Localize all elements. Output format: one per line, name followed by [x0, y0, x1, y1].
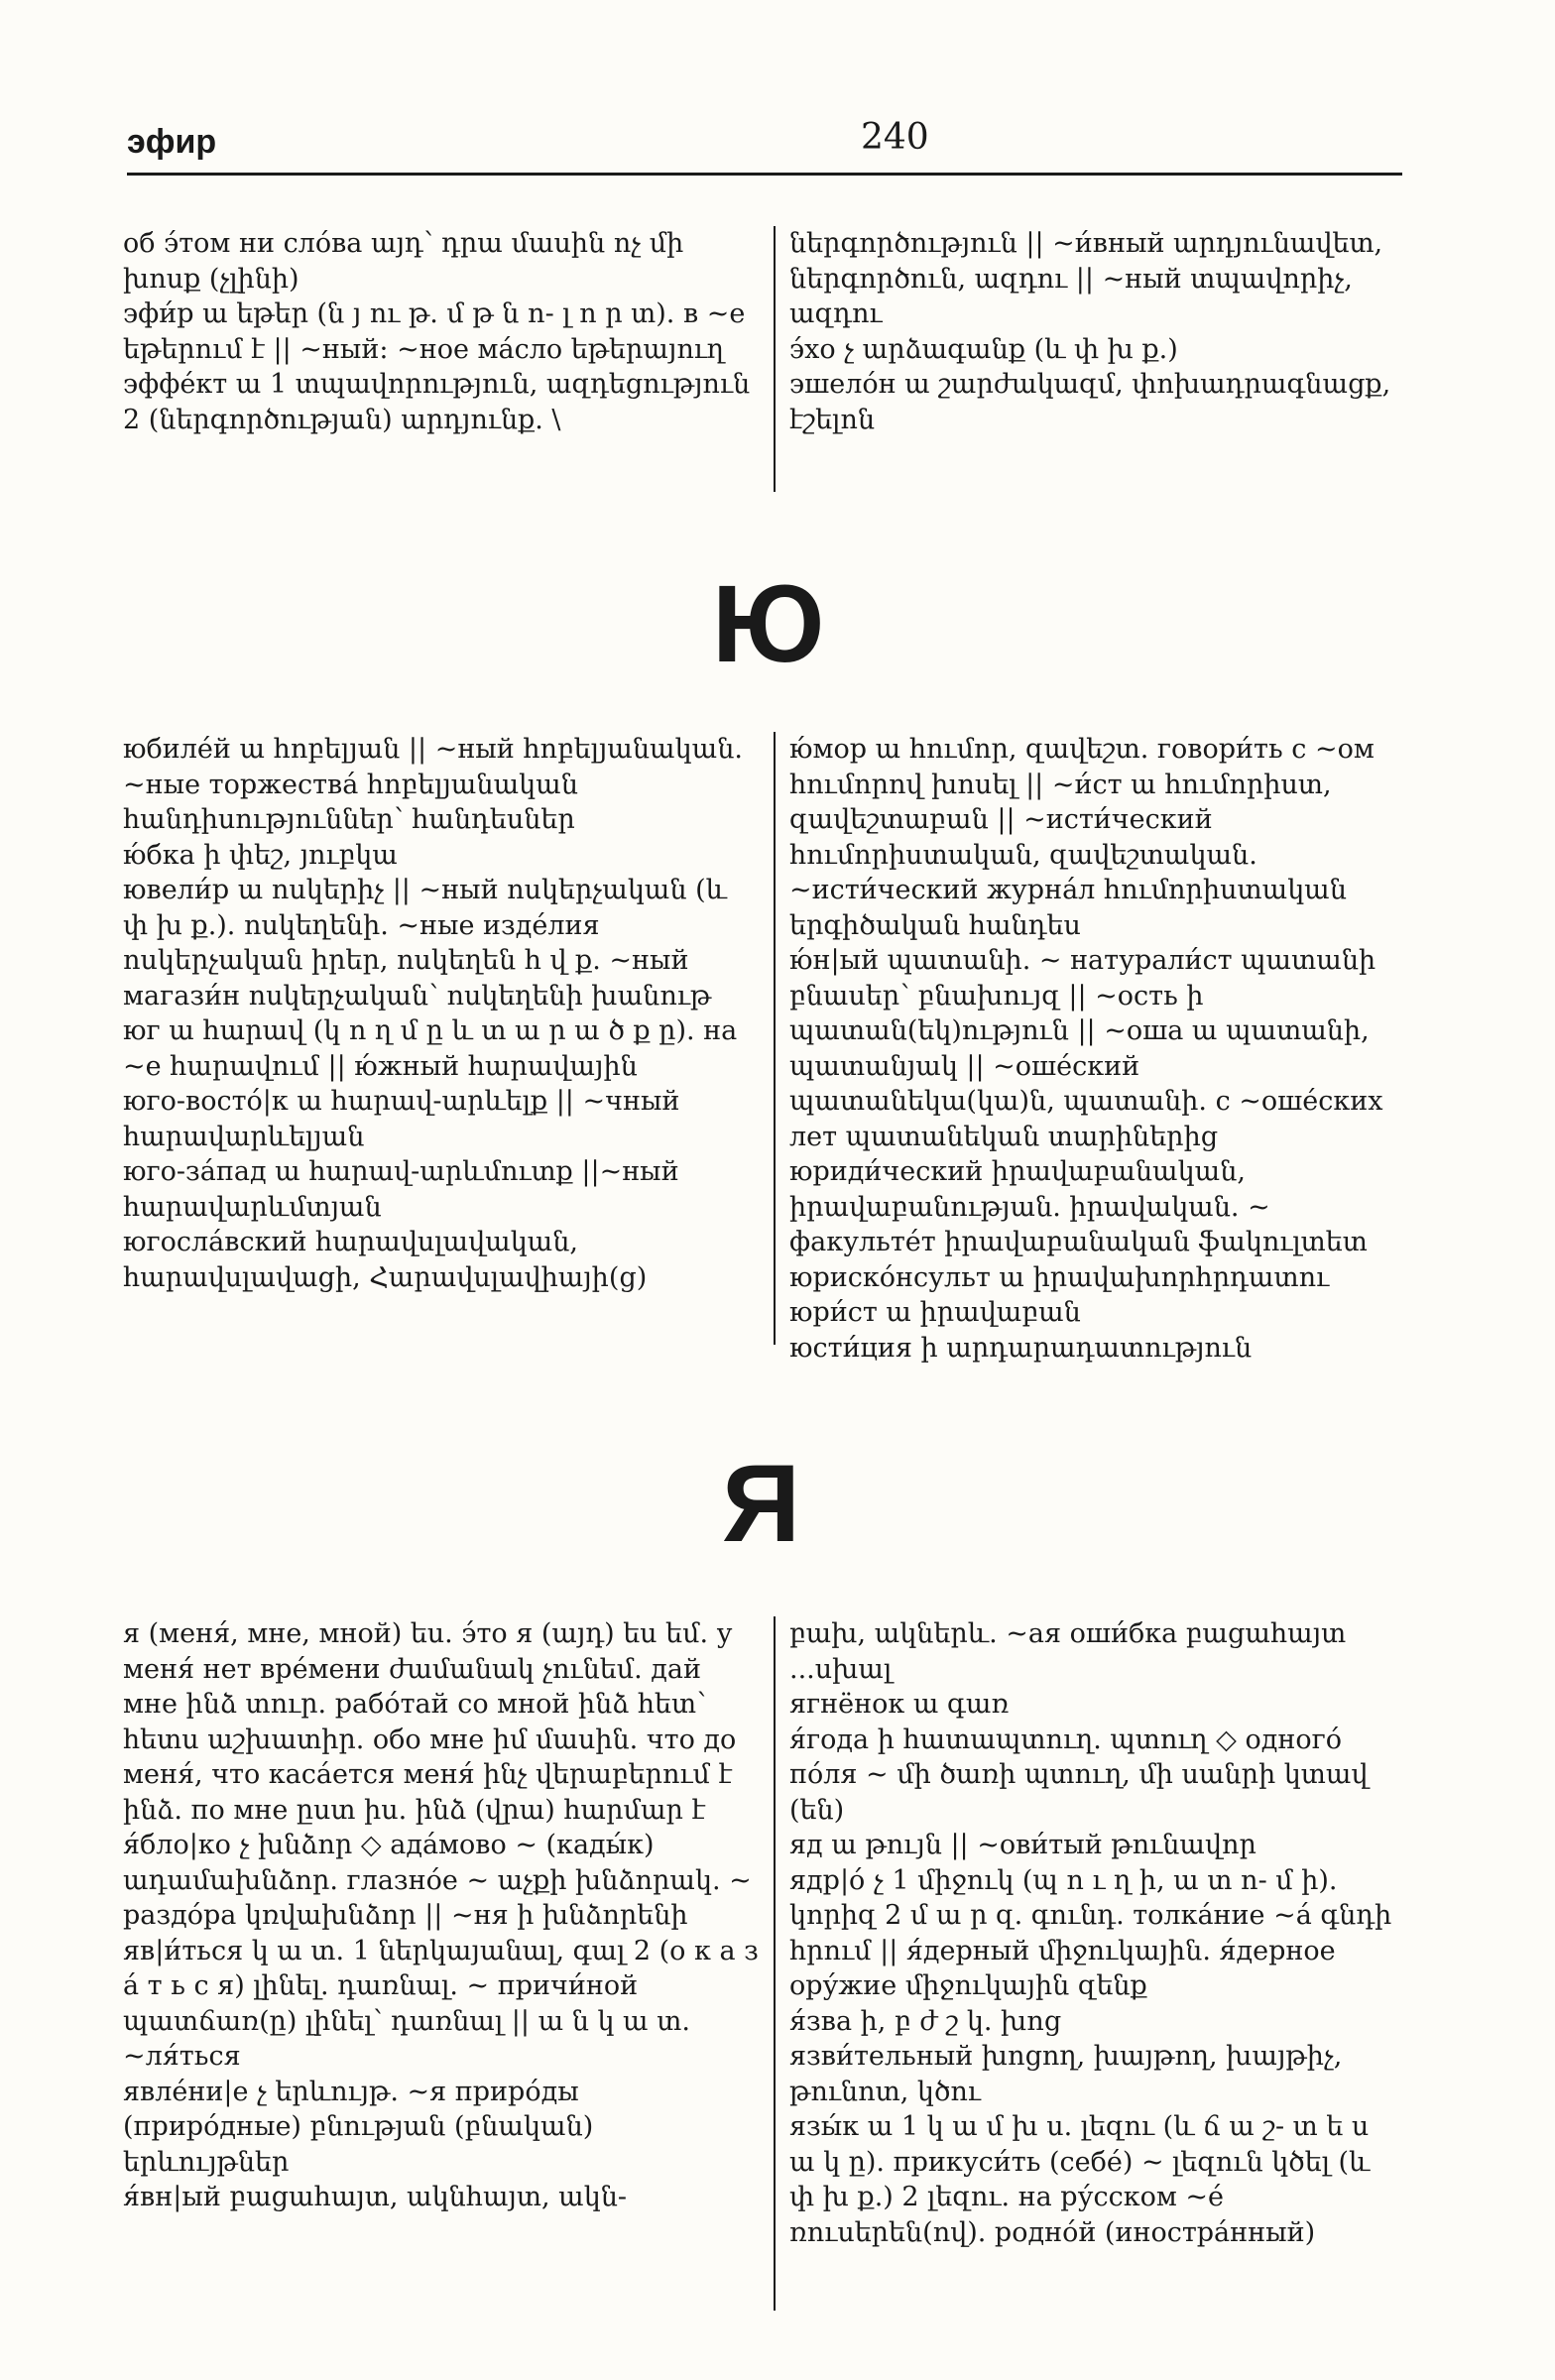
entry: эшело́н ա շարժակազմ, փոխադրագնացք, էշելոն	[789, 369, 1391, 435]
entry: явле́ни|е չ երևույթ. ~я приро́ды (приро́дные) բնության (բնական) երևույթներ	[123, 2076, 594, 2178]
entry: юриди́ческий իրավաբանական, իրավաբանության. իրավական. ~ факульте́т իրավաբանական ֆակուլտետ	[789, 1156, 1368, 1257]
entry: югосла́вский հարավսլավական, հարավսլավացի, Հարավսլավիայի(ց)	[123, 1227, 648, 1293]
entry: об э́том ни сло́ва այդ՝ դրա մասին ոչ մի խոսք (չլինի)	[123, 228, 684, 295]
entry: ю́бка ի փեշ, յուբկա	[123, 839, 398, 871]
middle-right-column	[789, 732, 1402, 1366]
entry: ю́н|ый պատանի. ~ натурали́ст պատանի բնասեր՝ բնախույզ || ~ость ի պատան(եկ)ություն || ~оша ա պատանի, պատանյակ || ~оше́ский պատանեկա(կա)ն, պատանի. с ~оше́ских лет պատանեկան տարիներից	[789, 945, 1383, 1152]
entry: юг ա հարավ (կ ո ղ մ ը և տ ա ր ա ծ ք ը). на ~е հարավում || ю́жный հարավային	[123, 1015, 738, 1082]
bottom-left-column	[123, 1616, 760, 2215]
bottom-right-column	[789, 1616, 1402, 2250]
column-divider	[774, 732, 776, 1345]
entry: эффе́кт ա 1 տպավորություն, ազդեցություն 2 (ներգործության) արդյունք. \	[123, 369, 751, 435]
entry: я́вн|ый բացահայտ, ակնհայտ, ակն-	[123, 2182, 628, 2212]
entry: язы́к ա 1 կ ա մ խ ս. լեզու (և ճ ա շ- տ ե ս ա կ ը). прикуси́ть (себе́) ~ լեզուն կծել (և փ խ ք.) 2 լեզու. на ру́сском ~е́ ռուսերեն(ով). родно́й (иностра́нный)	[789, 2111, 1371, 2248]
entry: э́хо չ արձագանք (և փ խ ք.)	[789, 333, 1178, 365]
entry: эфи́р ա եթեր (ն յ ու թ. մ թ ն ո- լ ո ր տ). в ~е եթերում է || ~ный: ~ное ма́сло եթերայուղ	[123, 298, 746, 365]
entry: բախ, ակներև. ~ая оши́бка բացահայտ ...սխալ	[789, 1618, 1347, 1685]
entry: я́года ի հատապտուղ. պտուղ ◇ одного́ по́ля ~ մի ծառի պտուղ, մի սանրի կտավ (են)	[789, 1724, 1369, 1826]
entry: юриско́нсульт ա իրավախորհրդատու	[789, 1261, 1330, 1293]
page-number: 240	[861, 117, 929, 158]
entry: я́зва ի, բ ժ շ կ. խոց	[789, 2005, 1062, 2037]
entry: юсти́ция ի արդարադատություն	[789, 1332, 1253, 1364]
column-divider	[774, 1616, 776, 2311]
entry: язви́тельный խոցող, խայթող, խայթիչ, թունոտ, կծու	[789, 2041, 1343, 2107]
entry: яд ա թույն || ~ови́тый թունավոր	[789, 1830, 1256, 1860]
top-right-column	[789, 226, 1402, 437]
entry: ներգործություն || ~и́вный արդյունավետ, ներգործուն, ազդու || ~ный տպավորիչ, ազդու	[789, 228, 1383, 329]
entry: юго-за́пад ա հարավ-արևմուտք ||~ный հարավարևմտյան	[123, 1156, 679, 1223]
entry: яв|и́ться կ ա տ. 1 ներկայանալ, գալ 2 (о к а з а́ т ь с я) լինել. դառնալ. ~ причи́ной պատճառ(ը) լինել՝ դառնալ || ա ն կ ա տ. ~ля́ться	[123, 1935, 759, 2072]
entry: я (меня́, мне, мной) ես. э́то я (այդ) ես եմ. у меня́ нет вре́мени ժամանակ չունեմ. дай мне ինձ տուր. рабо́тай со мной ինձ հետ՝ հետս աշխատիր. обо мне իմ մասին. что до меня́, что каса́ется меня́ ինչ վերաբերում է ինձ. по мне ըստ իս. ինձ (վրա) հարմար է	[123, 1618, 737, 1826]
page-header	[127, 117, 1402, 176]
entry: я́бло|ко չ խնձոր ◇ ада́мово ~ (кады́к) ադամախնձոր. глазно́е ~ աչքի խնձորակ. ~ раздо́ра կռվախնձոր || ~ня ի խնձորենի	[123, 1830, 752, 1931]
entry: юго-восто́|к ա հարավ-արևելք || ~чный հարավարևելյան	[123, 1086, 680, 1152]
entry: ядр|о́ չ 1 միջուկ (պ ո ւ ղ ի, ա տ ո- մ ի). կորիզ 2 մ ա ր զ. գունդ. толка́ние ~а́ գնդի հրում || я́дерный միջուկային. я́дерное ору́жие միջուկային զենք	[789, 1864, 1392, 2001]
guide-word: эфир	[127, 123, 217, 161]
entry: юбиле́й ա հոբելյան || ~ный հոբելյանական. ~ные торжества́ հոբելյանական հանդիսություններ՝ հանդեսներ	[123, 734, 743, 835]
top-left-column	[123, 226, 760, 437]
entry: юри́ст ա իրավաբան	[789, 1297, 1081, 1328]
middle-left-column	[123, 732, 760, 1295]
section-letter-yu: Ю	[712, 563, 825, 685]
entry: ягнёнок ա գառ	[789, 1689, 1010, 1720]
entry: ювели́р ա ոսկերիչ || ~ный ոսկերչական (և փ խ ք.). ոսկեղենի. ~ные изде́лия ոսկերչական իրեր, ոսկեղեն հ վ ք. ~ный магази́н ոսկերչական՝ ոսկեղենի խանութ	[123, 875, 727, 1012]
section-letter-ya: Я	[722, 1443, 801, 1565]
entry: ю́мор ա հումոր, զավեշտ. говори́ть с ~ом հումորով խոսել || ~и́ст ա հումորիստ, զավեշտաբան || ~исти́ческий հումորիստական, զավեշտական. ~исти́ческий журна́л հումորիստական երգիծական հանդես	[789, 734, 1375, 941]
column-divider	[774, 226, 776, 492]
